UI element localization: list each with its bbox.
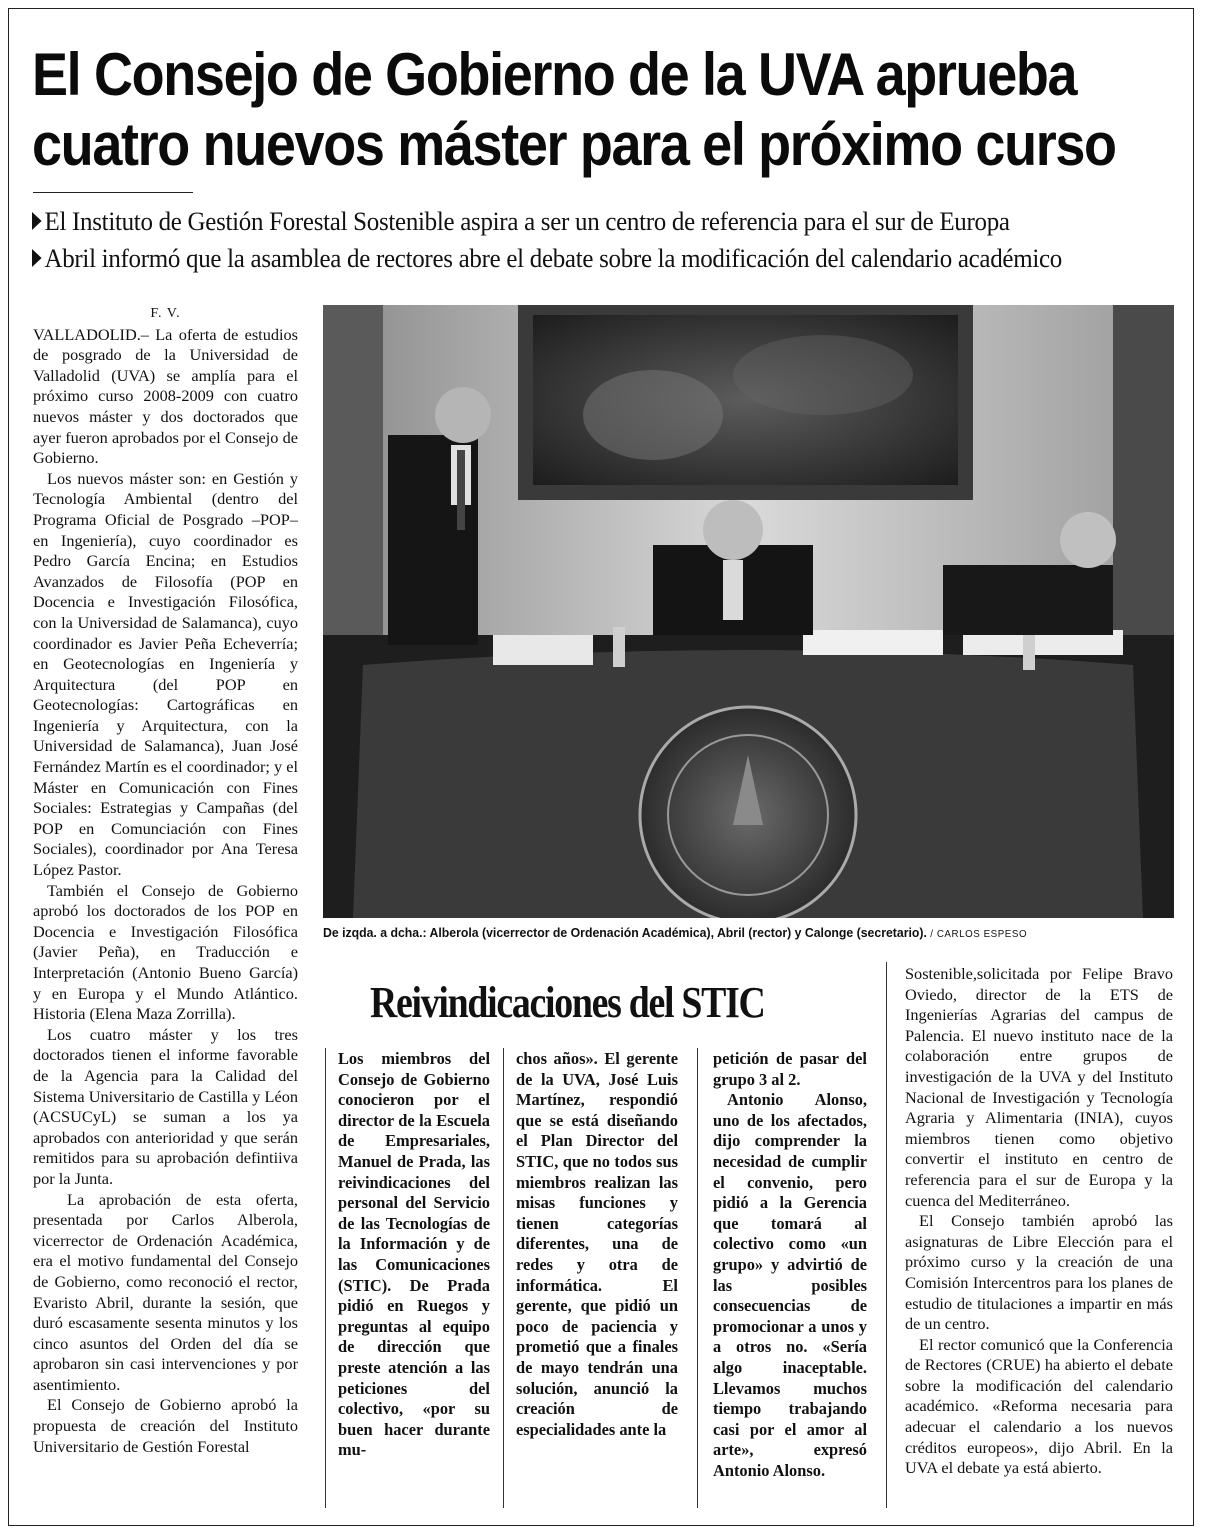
paragraph: El Consejo también aprobó las asignaturas de Libre Elección para el próximo curso y la creación de una Comisión Intercentros para los planes de estudio de titulaciones a impartir en más de un centro. bbox=[905, 1211, 1173, 1334]
article-column-4 bbox=[905, 964, 1173, 1479]
deck-line-1 bbox=[32, 207, 1131, 237]
deck-text-1: El Instituto de Gestión Forestal Sostenible aspira a ser un centro de referencia para el sur de Europa bbox=[44, 207, 1010, 236]
deck-top-rule bbox=[33, 192, 193, 193]
triangle-bullet-icon bbox=[32, 212, 42, 230]
photo-illustration bbox=[323, 305, 1174, 918]
sidebar-column-3 bbox=[713, 1049, 867, 1481]
caption-text: De izqda. a dcha.: Alberola (vicerrector de Ordenación Académica), Abril (rector) y Calonge (secretario). bbox=[323, 925, 927, 940]
headline-line-1: El Consejo de Gobierno de la UVA aprueba bbox=[32, 41, 1077, 108]
column-divider bbox=[503, 1048, 504, 1508]
paragraph: También el Consejo de Gobierno aprobó los doctorados de los POP en Docencia e Investigación Filosófica (Javier Peña), en Traducción e Interpretación (Antonio Bueno García) y en Europa y el Mundo Atlántico. Historia (Elena Maza Zorrilla). bbox=[33, 880, 298, 1024]
headline bbox=[32, 40, 1116, 180]
sidebar-column-1 bbox=[338, 1049, 490, 1461]
paragraph: Los cuatro máster y los tres doctorados tienen el informe favorable de la Agencia para la Calidad del Sistema Universitario de Castilla y Léon (ACSUCyL) se suman a los ya aprobados con anterioridad y que serán remitidos para su aprobación defintiiva por la Junta. bbox=[33, 1024, 298, 1188]
news-photo bbox=[323, 305, 1174, 918]
deck-text-2: Abril informó que la asamblea de rectores abre el debate sobre la modificación del calendario académico bbox=[44, 244, 1062, 273]
paragraph: Los nuevos máster son: en Gestión y Tecnología Ambiental (dentro del Programa Oficial de Posgrado –POP– en Ingeniería), cuyo coordinador es Pedro García Encina; en Estudios Avanzados de Filosofía (POP en Docencia e Investigación Filosófica, con la Universidad de Salamanca), cuyo coordinador es Javier Peña Echeverría; en Geotecnologías en Ingeniería y Arquitectura (del POP en Geotecnologías: Cartográficas en Ingeniería y Arquitectura, con la Universidad de Salamanca), Juan José Fernández Martín es el coordinador; y el Máster en Comunicación con Fines Sociales: Estrategias y Campañas (del POP en Comunciación con Fines Sociales), coordinador por Ana Teresa López Pastor. bbox=[33, 468, 298, 880]
column-divider bbox=[697, 1048, 698, 1508]
triangle-bullet-icon bbox=[32, 249, 42, 267]
headline-line-2: cuatro nuevos máster para el próximo curso bbox=[32, 111, 1116, 178]
photo-caption bbox=[323, 924, 1123, 943]
paragraph: El rector comunicó que la Conferencia de Rectores (CRUE) ha abierto el debate sobre la modificación del calendario académico. «Reforma necesaria para adecuar el calendario a los nuevos créditos europeos», dijo Abril. En la UVA el debate ya está abierto. bbox=[905, 1334, 1173, 1478]
column-divider bbox=[886, 962, 887, 1508]
paragraph: El Consejo de Gobierno aprobó la propuesta de creación del Instituto Universitario de Gestión Forestal bbox=[33, 1395, 298, 1456]
byline: F. V. bbox=[150, 306, 181, 321]
column-divider bbox=[325, 1048, 326, 1508]
sidebar-column-2 bbox=[516, 1049, 678, 1440]
paragraph: La aprobación de esta oferta, presentada por Carlos Alberola, vicerrector de Ordenación Académica, era el motivo fundamental del Consejo de Gobierno, como reconoció el rector, Evaristo Abril, durante la sesión, que duró escasamente sesenta minutos y los cinco asuntos del Orden del día se aprobaron sin casi intervenciones y por asentimiento. bbox=[33, 1189, 298, 1394]
paragraph: VALLADOLID.– La oferta de estudios de posgrado de la Universidad de Valladolid (UVA) se amplía para el próximo curso 2008-2009 con cuatro nuevos máster y dos doctorados que ayer fueron aprobados por el Consejo de Gobierno. bbox=[33, 324, 298, 468]
deck-line-2 bbox=[32, 244, 1131, 274]
paragraph: Sostenible,solicitada por Felipe Bravo Oviedo, director de la ETS de Ingenierías Agrarias del campus de Palencia. El nuevo instituto nace de la colaboración entre grupos de investigación de la UVA y del Instituto Nacional de Investigación y Tecnología Agraria y Alimentaria (INIA), cuyos miembros tienen como objetivo convertir el instituto en centro de referencia para el sur de Europa y la cuenca del Mediterráneo. bbox=[905, 964, 1173, 1210]
article-column-1 bbox=[33, 304, 298, 1457]
paragraph: Los miembros del Consejo de Gobierno conocieron por el director de la Escuela de Empresariales, Manuel de Prada, las reivindicaciones del personal del Servicio de las Tecnologías de la Información y de las Comunicaciones (STIC). De Prada pidió en Ruegos y preguntas al equipo de dirección que preste atención a las peticiones del colectivo, «por su buen hacer durante mu- bbox=[338, 1049, 490, 1460]
paragraph: petición de pasar del grupo 3 al 2. bbox=[713, 1049, 867, 1089]
sidebar-title: Reivindicaciones del STIC bbox=[370, 978, 765, 1027]
paragraph: chos años». El gerente de la UVA, José Luis Martínez, respondió que se está diseñando el Plan Director del STIC, que no todos sus miembros realizan las misas funciones y tienen categorías diferentes, una de redes y otra de informática. El gerente, que pidió un poco de paciencia y prometió que a finales de mayo tendrán una solución, anunció la creación de especialidades ante la bbox=[516, 1049, 678, 1439]
photo-credit: / CARLOS ESPESO bbox=[930, 928, 1028, 940]
paragraph: Antonio Alonso, uno de los afectados, dijo comprender la necesidad de cumplir el convenio, pero pidió a la Gerencia que tomará al colectivo como «un grupo» y advirtió de las posibles consecuencias de promocionar a unos y a otros no. «Sería algo inaceptable. Llevamos muchos tiempo trabajando casi por el amor al arte», expresó Antonio Alonso. bbox=[713, 1090, 867, 1480]
